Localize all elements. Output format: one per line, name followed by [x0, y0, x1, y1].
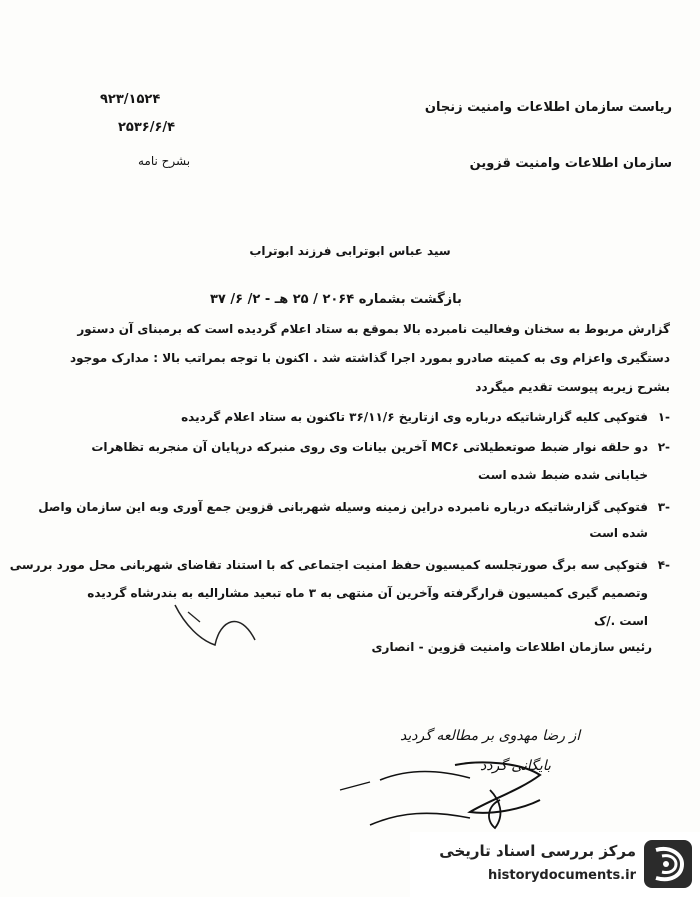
item-text: فتوکپی کلیه گزارشاتیکه درباره وی ازتاریخ ۳۶/۱۱/۶ تاکنون به ستاد اعلام گردیده: [181, 410, 648, 424]
body-line: دستگیری واعزام وی به کمیته صادرو بمورد اجرا گذاشته شد . اکنون با توجه بمراتب بالا : مدارک موجود: [69, 351, 670, 365]
item-number: ۱-: [657, 410, 670, 424]
item-text: وتصمیم گیری کمیسیون قرارگرفته وآخرین آن منتهی به ۳ ماه تبعید مشارالیه به بندرشاه گردیده: [87, 586, 648, 600]
item-text: فتوکپی سه برگ صورتجلسه کمیسیون حفظ امنیت اجتماعی که با استناد تقاضای شهربانی محل مورد بررسی: [9, 558, 648, 572]
letter-date: ۲۵۳۶/۶/۴: [118, 120, 176, 135]
subject-line: سید عباس ابوترابی فرزند ابوتراب: [249, 244, 451, 258]
item-number: ۲-: [657, 440, 670, 454]
body-line: گزارش مربوط به سخنان وفعالیت نامبرده بالا بموقع به ستاد اعلام گردیده است که برمبنای آن دستور: [77, 322, 670, 336]
item-text: شده است: [589, 526, 648, 540]
item-text: خیابانی شده ضبط شده است: [477, 468, 648, 482]
item-number: ۴-: [657, 558, 670, 572]
watermark: [410, 832, 700, 897]
handwritten-note: بایگانی گردد: [480, 758, 551, 774]
watermark-title: مرکز بررسی اسناد تاریخی: [439, 842, 636, 860]
reference-number: ۹۲۳/۱۵۲۴: [100, 92, 161, 107]
item-text: فتوکپی گزارشاتیکه درباره نامبرده دراین زمینه وسیله شهربانی قزوین جمع آوری وبه این سازمان واصل: [38, 500, 648, 514]
item-text: است ./ک: [593, 614, 648, 628]
watermark-url: historydocuments.ir: [487, 868, 636, 883]
reference-line: بازگشت بشماره ۲۰۶۴ / ۲۵ هـ - ۲/ ۶/ ۳۷: [210, 292, 462, 307]
handwritten-note: از رضا مهدوی بر مطالعه گردید: [400, 728, 581, 744]
attachment-note: بشرح نامه: [138, 154, 191, 168]
item-number: ۳-: [657, 500, 670, 514]
recipient-line: ریاست سازمان اطلاعات وامنیت زنجان: [424, 100, 672, 115]
archive-logo-icon: [642, 838, 694, 890]
sender-line: سازمان اطلاعات وامنیت قزوین: [469, 156, 672, 171]
signatory-title: رئیس سازمان اطلاعات وامنیت قزوین - انصاری: [371, 640, 652, 654]
item-text: دو حلقه نوار ضبط صوتعطیلاتی MC۶ آخرین بیانات وی روی منبرکه درپایان آن منجربه تظاهرات: [91, 440, 648, 454]
body-line: بشرح زیربه پیوست تقدیم میگردد: [475, 380, 670, 394]
